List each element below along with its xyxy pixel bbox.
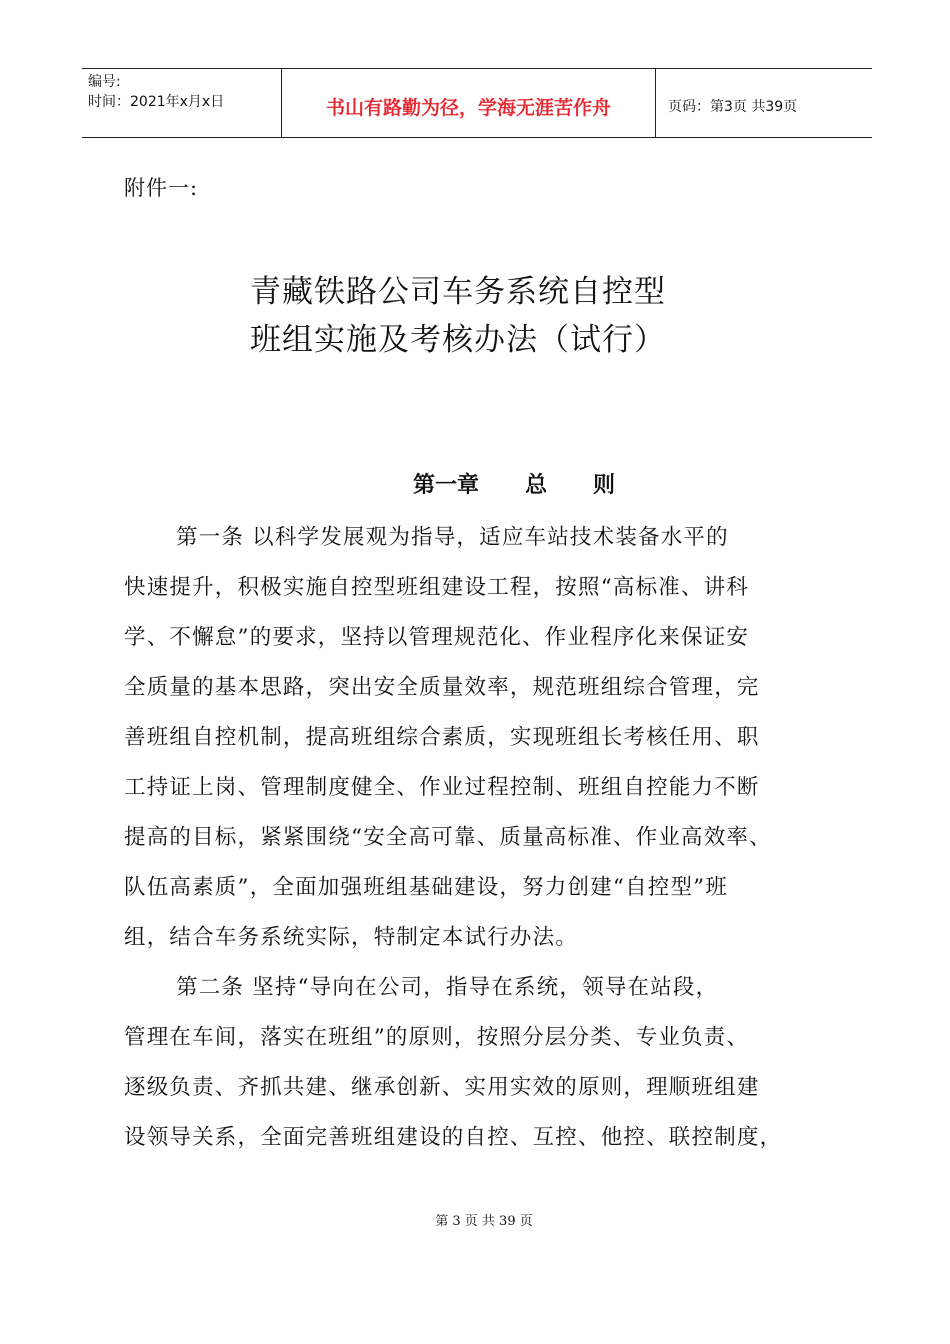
title-line: 班组实施及考核办法（试行） [250, 322, 666, 358]
paragraph-line: 全质量的基本思路，突出安全质量效率，规范班组综合管理，完 [124, 675, 760, 700]
paragraph-line: 逐级负责、齐抓共建、继承创新、实用实效的原则，理顺班组建 [124, 1075, 760, 1100]
paragraph-line: 组，结合车务系统实际，特制定本试行办法。 [124, 925, 579, 950]
paragraph-line: 学、不懈怠”的要求，坚持以管理规范化、作业程序化来保证安 [124, 625, 750, 650]
document-time-label: 时间：2021年x月x日 [88, 94, 225, 110]
chapter-heading: 第一章 总 则 [413, 473, 615, 498]
document-title [250, 268, 770, 364]
page-footer: 第 3 页 共 39 页 [435, 1214, 533, 1229]
page-header [82, 68, 872, 138]
paragraph-line: 管理在车间，落实在班组”的原则，按照分层分类、专业负责、 [124, 1025, 750, 1050]
header-page-info: 页码：第3页 共39页 [668, 99, 798, 115]
paragraph-line: 善班组自控机制，提高班组综合素质，实现班组长考核任用、职 [124, 725, 760, 750]
paragraph-line: 设领导关系，全面完善班组建设的自控、互控、他控、联控制度， [124, 1125, 783, 1150]
paragraph-line: 快速提升，积极实施自控型班组建设工程，按照“高标准、讲科 [124, 575, 750, 600]
document-number-label: 编号: [88, 74, 121, 90]
header-meta [82, 69, 282, 137]
paragraph-line: 提高的目标，紧紧围绕“安全高可靠、质量高标准、作业高效率、 [124, 825, 772, 850]
paragraph-line: 工持证上岗、管理制度健全、作业过程控制、班组自控能力不断 [124, 775, 760, 800]
title-line: 青藏铁路公司车务系统自控型 [250, 274, 666, 310]
paragraph-line: 第一条 以科学发展观为指导，适应车站技术装备水平的 [176, 525, 729, 550]
attachment-label: 附件一: [124, 176, 199, 200]
header-motto: 书山有路勤为径，学海无涯苦作舟 [282, 69, 656, 137]
paragraph-line: 队伍高素质”，全面加强班组基础建设，努力创建“自控型”班 [124, 875, 729, 900]
paragraph-line: 第二条 坚持“导向在公司，指导在系统，领导在站段， [176, 975, 719, 1000]
